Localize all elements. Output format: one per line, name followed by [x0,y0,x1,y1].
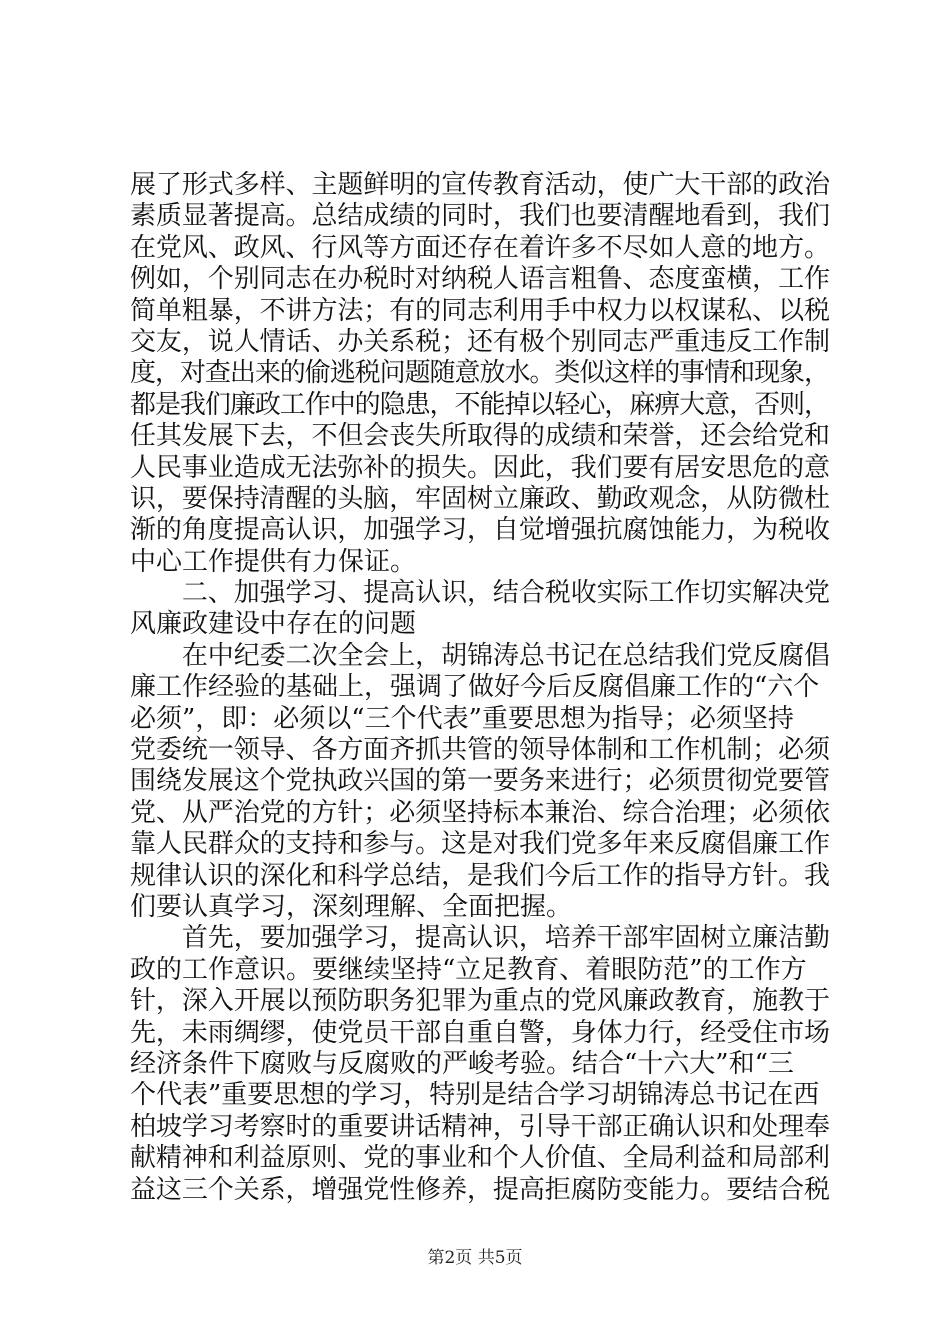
text-line: 益这三个关系，增强党性修养，提高拒腐防变能力。要结合税 [130,1174,830,1205]
text-line: 人民事业造成无法弥补的损失。因此，我们要有居安思危的意 [130,452,830,483]
text-line: 交友，说人情话、办关系税；还有极个别同志严重违反工作制 [130,326,830,357]
text-line: 靠人民群众的支持和参与。这是对我们党多年来反腐倡廉工作 [130,829,830,860]
text-line: 们要认真学习，深刻理解、全面把握。 [130,891,573,922]
text-line: 素质显著提高。总结成绩的同时，我们也要清醒地看到，我们 [130,201,830,232]
text-line: 经济条件下腐败与反腐败的严峻考验。结合“十六大”和“三 [130,1048,794,1079]
text-line: 渐的角度提高认识，加强学习，自觉增强抗腐蚀能力，为税收 [130,515,830,546]
text-line: 中心工作提供有力保证。 [130,546,417,577]
text-line: 规律认识的深化和科学总结，是我们今后工作的指导方针。我 [130,860,830,891]
text-line: 党委统一领导、各方面齐抓共管的领导体制和工作机制；必须 [130,735,830,766]
text-line: 识，要保持清醒的头脑，牢固树立廉政、勤政观念，从防微杜 [130,483,830,514]
text-line: 例如，个别同志在办税时对纳税人语言粗鲁、态度蛮横，工作 [130,264,830,295]
text-line: 在党风、政风、行风等方面还存在着许多不尽如人意的地方。 [130,232,830,263]
text-line: 在中纪委二次全会上，胡锦涛总书记在总结我们党反腐倡 [130,640,830,671]
text-line: 风廉政建设中存在的问题 [130,609,417,640]
text-line: 廉工作经验的基础上，强调了做好今后反腐倡廉工作的“六个 [130,672,820,703]
text-line: 针，深入开展以预防职务犯罪为重点的党风廉政教育，施教于 [130,986,830,1017]
text-line: 个代表”重要思想的学习，特别是结合学习胡锦涛总书记在西 [130,1080,820,1111]
page-footer: 第2页 共5页 [427,1248,523,1268]
text-line: 献精神和利益原则、党的事业和个人价值、全局利益和局部利 [130,1143,830,1174]
text-line: 二、加强学习、提高认识，结合税收实际工作切实解决党 [130,578,830,609]
text-line: 政的工作意识。要继续坚持“立足教育、着眼防范”的工作方 [130,954,807,985]
text-line: 先，未雨绸缪，使党员干部自重自警，身体力行，经受住市场 [130,1017,830,1048]
text-line: 度，对查出来的偷逃税问题随意放水。类似这样的事情和现象， [130,358,829,389]
text-line: 必须”，即：必须以“三个代表”重要思想为指导；必须坚持 [130,703,794,734]
text-line: 首先，要加强学习，提高认识，培养干部牢固树立廉洁勤 [130,923,830,954]
text-line: 柏坡学习考察时的重要讲话精神，引导干部正确认识和处理奉 [130,1111,830,1142]
text-line: 都是我们廉政工作中的隐患，不能掉以轻心，麻痹大意，否则， [130,389,829,420]
text-line: 任其发展下去，不但会丧失所取得的成绩和荣誉，还会给党和 [130,421,830,452]
text-line: 简单粗暴，不讲方法；有的同志利用手中权力以权谋私、以税 [130,295,830,326]
text-line: 党、从严治党的方针；必须坚持标本兼治、综合治理；必须依 [130,797,830,828]
text-line: 展了形式多样、主题鲜明的宣传教育活动，使广大干部的政治 [130,170,830,200]
text-line: 围绕发展这个党执政兴国的第一要务来进行；必须贯彻党要管 [130,766,830,797]
body-text [130,170,830,1206]
